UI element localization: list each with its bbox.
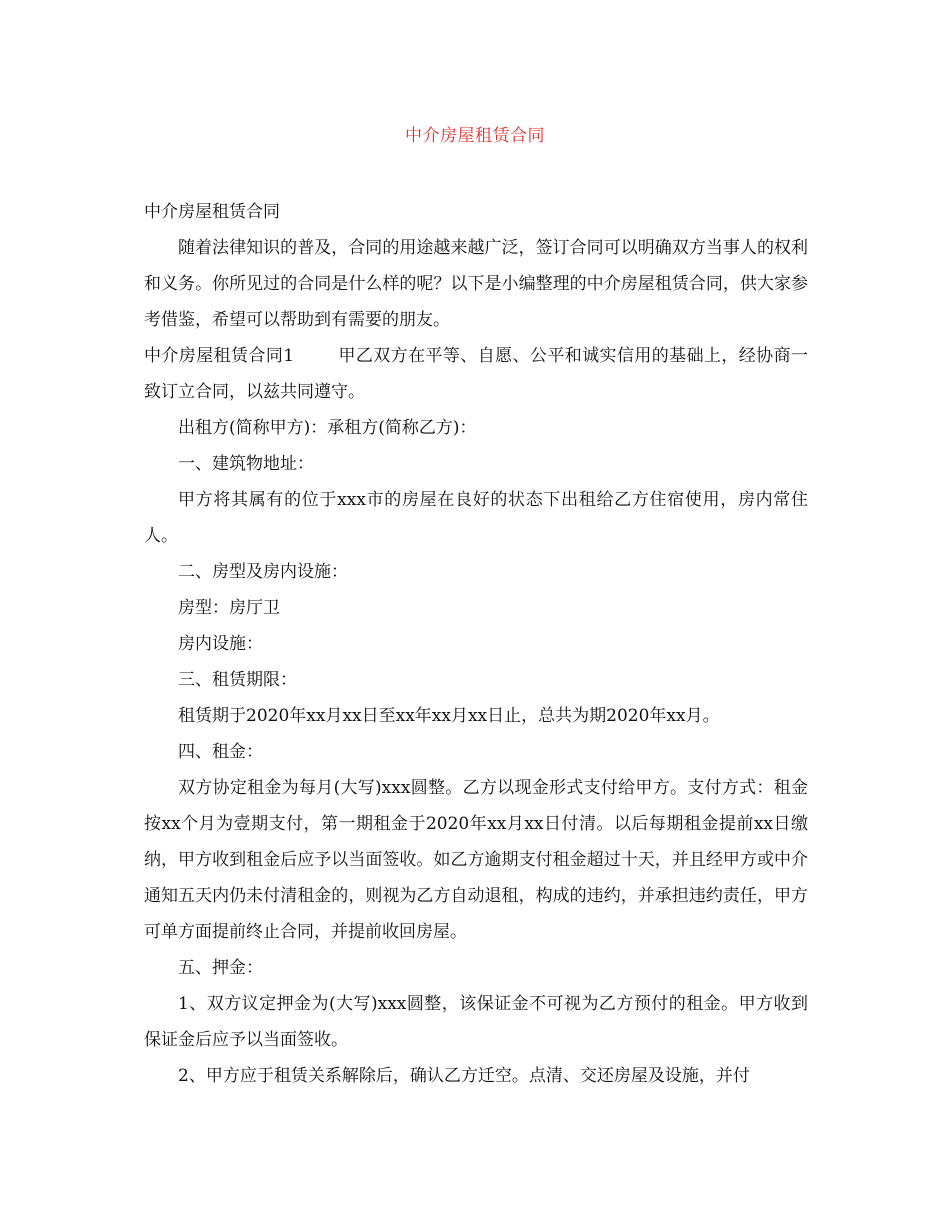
document-title: 中介房屋租赁合同 [405, 126, 545, 146]
intro-paragraph: 随着法律知识的普及，合同的用途越来越广泛，签订合同可以明确双方当事人的权利和义务。你所见过的合同是什么样的呢？以下是小编整理的中介房屋租赁合同，供大家参考借鉴，希望可以帮助到有需要的朋友。 [144, 238, 808, 330]
section5-item2: 2、甲方应于租赁关系解除后，确认乙方迁空。点清、交还房屋及设施，并付 [178, 1066, 750, 1086]
section2-heading: 二、房型及房内设施： [178, 562, 348, 582]
section2-facilities: 房内设施： [178, 634, 263, 654]
section4-heading: 四、租金： [178, 742, 263, 762]
section2-room-type: 房型：房厅卫 [178, 598, 280, 618]
section5-heading: 五、押金： [178, 958, 263, 978]
contract1-preamble: 甲乙双方在平等、自愿、公平和诚实信用的基础上，经协商一致订立合同，以兹共同遵守。 [144, 346, 808, 402]
section5-item1: 1、双方议定押金为(大写)xxx圆整，该保证金不可视为乙方预付的租金。甲方收到保证金后应予以当面签收。 [144, 994, 808, 1050]
section3-text: 租赁期于2020年xx月xx日至xx年xx月xx日止，总共为期2020年xx月。 [178, 706, 720, 726]
contract1-paragraph [144, 338, 808, 410]
section4-text: 双方协定租金为每月(大写)xxx圆整。乙方以现金形式支付给甲方。支付方式：租金按xx个月为壹期支付，第一期租金于2020年xx月xx日付清。以后每期租金提前xx日缴纳，甲方收到租金后应予以当面签收。如乙方逾期支付租金超过十天，并且经甲方或中介通知五天内仍未付清租金的，则视为乙方自动退租，构成的违约，并承担违约责任，甲方可单方面提前终止合同，并提前收回房屋。 [144, 778, 808, 942]
section3-heading: 三、租赁期限： [178, 670, 297, 690]
section1-heading: 一、建筑物地址： [178, 454, 314, 474]
parties-line: 出租方(简称甲方)：承租方(简称乙方)： [178, 418, 477, 438]
contract1-label: 中介房屋租赁合同1 [144, 346, 295, 366]
section1-text: 甲方将其属有的位于xxx市的房屋在良好的状态下出租给乙方住宿使用，房内常住人。 [144, 490, 808, 546]
document-heading: 中介房屋租赁合同 [144, 202, 280, 222]
document-body [144, 194, 808, 1094]
